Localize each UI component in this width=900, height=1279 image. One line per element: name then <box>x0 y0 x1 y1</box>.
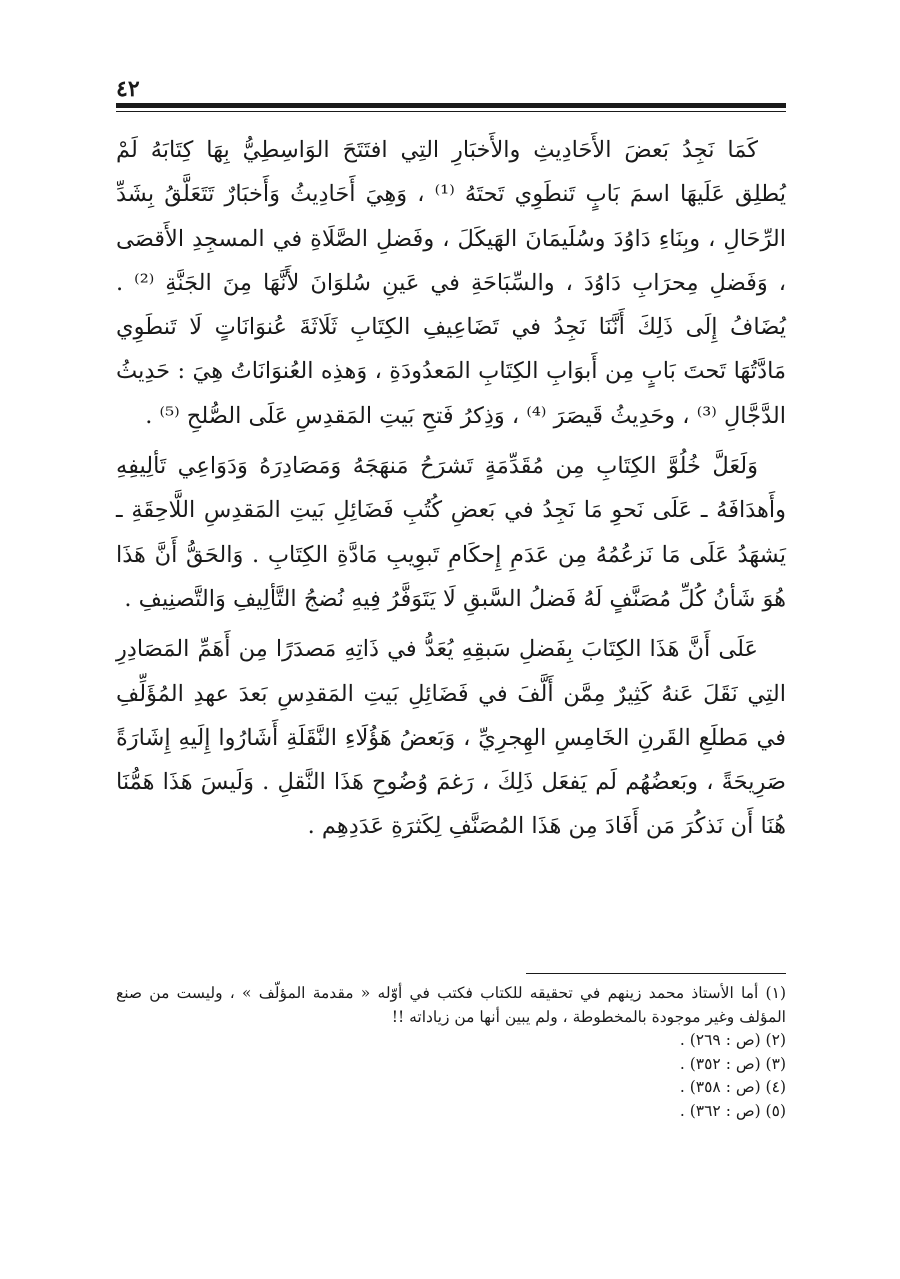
paragraph-1: كَمَا نَجِدُ بَعضَ الأَحَادِيثِ والأَخبَارِ التِي افتَتَحَ الوَاسِطِيُّ بِهَا كِتَابَهُ لَمْ يُطلِق عَلَيهَا اسمَ بَابٍ تَنطَوِي تَحتَهُ ⁽¹⁾ ، وَهِيَ أَحَادِيثُ وَأَخبَارٌ تَتَعَلَّقُ بِشَدِّ الرِّحَالِ ، وبِنَاءِ دَاوُدَ وسُلَيمَانَ الهَيكَلَ ، وفَضلِ الصَّلَاةِ في المسجِدِ الأَقصَى ، وَفَضلِ مِحرَابِ دَاوُدَ ، والسِّبَاحَةِ في عَينِ سُلوَانَ لأَنَّهَا مِنَ الجَنَّةِ ⁽²⁾ . يُضَافُ إِلَى ذَلِكَ أَنَّنَا نَجِدُ في تَضَاعِيفِ الكِتَابِ ثَلَاثَةَ عُنوَانَاتٍ لَا تَنطَوِي مَادَّتُهَا تَحتَ بَابٍ مِن أَبوَابِ الكِتَابِ المَعدُودَةِ ، وَهذِه العُنوَانَاتُ هِيَ : حَدِيثُ الدَّجَّالِ ⁽³⁾ ، وحَدِيثُ قَيصَرَ ⁽⁴⁾ ، وَذِكرُ فَتحِ بَيتِ المَقدِسِ عَلَى الصُّلحِ ⁽⁵⁾ . <box>116 137 786 429</box>
footnote-1: (١) أما الأستاذ محمد زينهم في تحقيقه للكتاب فكتب في أوّله « مقدمة المؤلّف » ، وليست من صنع المؤلف وغير موجودة بالمخطوطة ، ولم يبين أنها من زياداته !! <box>116 984 786 1026</box>
header-rule-thin <box>116 111 786 112</box>
paragraph-2: وَلَعَلَّ خُلُوَّ الكِتَابِ مِن مُقَدِّمَةٍ تَشرَحُ مَنهَجَهُ وَمَصَادِرَهُ وَدَوَاعِي تَألِيفِهِ وأَهدَافَهُ ـ عَلَى نَحوِ مَا نَجِدُ في بَعضِ كُتُبِ فَضَائِلِ بَيتِ المَقدِسِ اللَّاحِقَةِ ـ يَشهَدُ عَلَى مَا نَزعُمُهُ مِن عَدَمِ إِحكَامِ تَبوِيبِ مَادَّةِ الكِتَابِ . وَالحَقُّ أَنَّ هَذَا هُوَ شَأنُ كُلِّ مُصَنَّفٍ لَهُ فَضلُ السَّبقِ لَا يَتَوَفَّرُ فِيهِ نُضجُ التَّألِيفِ وَالتَّصنِيفِ . <box>116 453 786 612</box>
footnote-2: (٢) (ص : ٢٦٩) . <box>679 1031 786 1049</box>
footnote-4: (٤) (ص : ٣٥٨) . <box>679 1078 786 1096</box>
footnote-3: (٣) (ص : ٣٥٢) . <box>679 1054 786 1073</box>
footnote-5: (٥) (ص : ٣٦٢) . <box>679 1101 786 1120</box>
paragraph-3: عَلَى أَنَّ هَذَا الكِتَابَ بِفَضلِ سَبقِهِ يُعَدُّ في ذَاتِهِ مَصدَرًا مِن أَهَمِّ المَصَادِرِ التِي نَقَلَ عَنهُ كَثِيرٌ مِمَّن أَلَّفَ في فَضَائِلِ بَيتِ المَقدِسِ بَعدَ عهدِ المُؤَلِّفِ في مَطلَعِ القَرنِ الخَامِسِ الهِجرِيِّ ، وَبَعضُ هَؤُلَاءِ النَّقَلَةِ أَشَارُوا إِلَيهِ إِشَارَةً صَرِيحَةً ، وبَعضُهُم لَم يَفعَل ذَلِكَ ، رَغمَ وُضُوحِ هَذَا النَّقلِ . وَلَيسَ هَذَا هَمُّنَا هُنَا أَن نَذكُرَ مَن أَفَادَ مِن هَذَا المُصَنَّفِ لِكَثرَةِ عَدَدِهِم . <box>116 636 786 840</box>
page-number: ٤٢ <box>116 76 140 102</box>
body-text <box>116 128 786 849</box>
footnotes <box>116 982 786 1123</box>
header-rule-thick <box>116 103 786 108</box>
footnote-divider <box>526 973 786 974</box>
